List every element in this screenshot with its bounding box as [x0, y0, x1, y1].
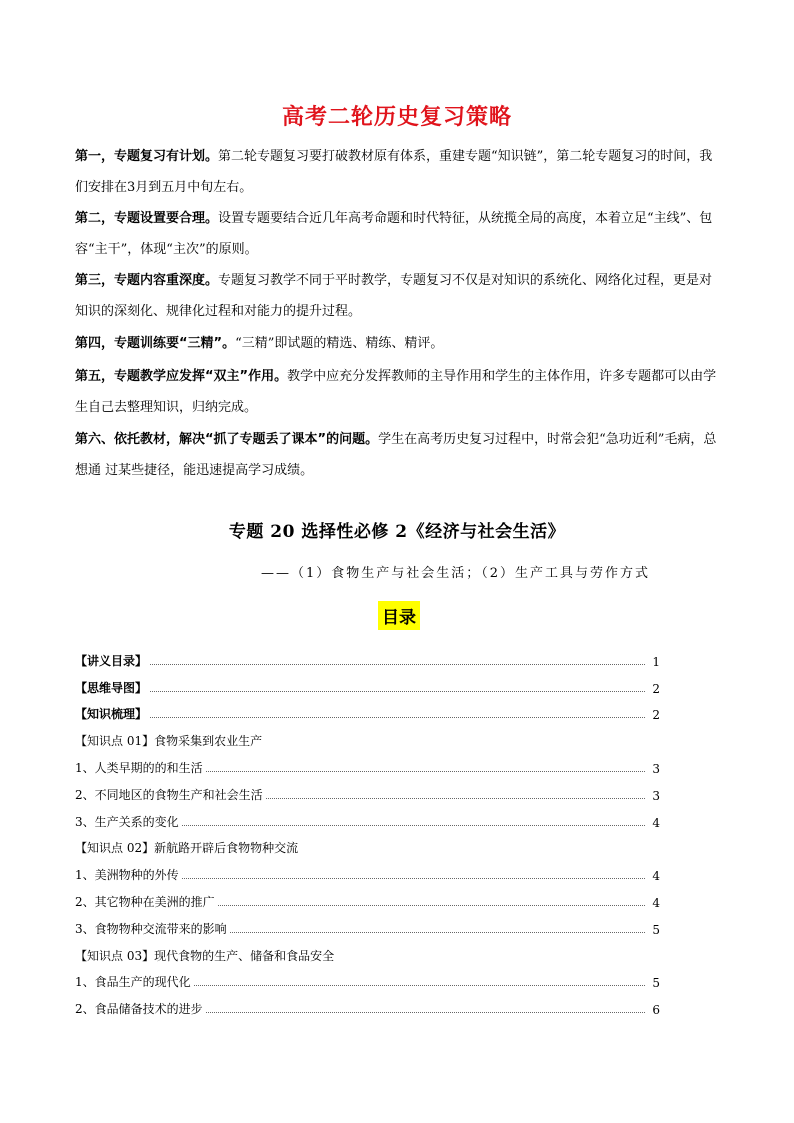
toc-leader-dots — [150, 690, 645, 692]
toc-entry-label: 3、食物物种交流带来的影响 — [75, 921, 227, 936]
toc-entry-label: 1、美洲物种的外传 — [75, 868, 179, 883]
toc-entry-page: 3 — [652, 788, 660, 803]
paragraph-body: 专题复习教学不同于平时教学，专题复习不仅是对知识的系统化、网络化过程，更是对知识的深刻化、规律化过程和对能力的提升过程。 — [75, 273, 713, 319]
toc-entry[interactable] — [75, 830, 660, 857]
section-subtitle: ——（1）食物生产与社会生活；（2）生产工具与劳作方式 — [260, 566, 650, 581]
paragraph-4 — [75, 328, 720, 359]
toc-entry-page: 1 — [652, 654, 660, 669]
toc-entry-page: 5 — [652, 976, 660, 991]
table-of-contents — [75, 642, 660, 1017]
paragraph-lead: 第五，专题教学应发挥“双主”作用。 — [75, 369, 288, 384]
toc-entry-page: 2 — [652, 708, 660, 723]
toc-entry-label: 【思维导图】 — [75, 680, 148, 695]
toc-entry-label: 【知识点 01】食物采集到农业生产 — [75, 734, 263, 749]
paragraph-1 — [75, 141, 720, 203]
toc-leader-dots — [194, 984, 645, 986]
toc-heading: 目录 — [378, 601, 420, 630]
paragraph-lead: 第四，专题训练要“三精”。 — [75, 336, 236, 351]
toc-entry[interactable] — [75, 722, 660, 749]
toc-entry-label: 3、生产关系的变化 — [75, 814, 179, 829]
paragraph-2 — [75, 203, 720, 265]
toc-entry[interactable] — [75, 937, 660, 964]
toc-entry-page: 4 — [652, 815, 660, 830]
toc-leader-dots — [206, 770, 645, 772]
toc-entry-label: 2、其它物种在美洲的推广 — [75, 894, 215, 909]
toc-entry[interactable] — [75, 990, 660, 1017]
paragraph-body: 学生在高考历史复习过程中，时常会犯“急功近利”毛病，总想通 过某些捷径，能迅速提高学习成绩。 — [75, 432, 717, 478]
paragraph-body: “三精”即试题的精选、精练、精评。 — [235, 336, 444, 351]
paragraph-body: 教学中应充分发挥教师的主导作用和学生的主体作用，许多专题都可以由学生自己去整理知识，归纳完成。 — [75, 369, 717, 415]
toc-entry-page: 4 — [652, 895, 660, 910]
toc-entry-label: 【知识点 02】新航路开辟后食物物种交流 — [75, 841, 299, 856]
toc-entry-label: 【知识梳理】 — [75, 707, 148, 722]
toc-entry[interactable] — [75, 964, 660, 991]
toc-entry-label: 【讲义目录】 — [75, 653, 148, 668]
toc-entry-label: 2、食品储备技术的进步 — [75, 1002, 203, 1017]
paragraph-6 — [75, 424, 720, 486]
toc-entry-label: 1、人类早期的的和生活 — [75, 760, 203, 775]
toc-entry[interactable] — [75, 803, 660, 830]
toc-entry-label: 2、不同地区的食物生产和社会生活 — [75, 787, 263, 802]
toc-leader-dots — [266, 797, 645, 799]
toc-entry[interactable] — [75, 642, 660, 669]
toc-leader-dots — [206, 1011, 645, 1013]
paragraph-body: 设置专题要结合近几年高考命题和时代特征，从统揽全局的高度，本着立足“主线”、包容“主干”，体现“主次”的原则。 — [75, 211, 713, 257]
toc-leader-dots — [182, 877, 645, 879]
toc-entry[interactable] — [75, 776, 660, 803]
toc-leader-dots — [182, 824, 645, 826]
paragraph-lead: 第六、依托教材，解决“抓了专题丢了课本”的问题。 — [75, 432, 379, 447]
toc-entry-page: 2 — [652, 681, 660, 696]
toc-leader-dots — [150, 663, 645, 665]
toc-leader-dots — [230, 931, 645, 933]
toc-entry-page: 5 — [652, 922, 660, 937]
paragraph-lead: 第一，专题复习有计划。 — [75, 149, 219, 164]
paragraph-body: 第二轮专题复习要打破教材原有体系，重建专题“知识链”，第二轮专题复习的时间，我们安排在3月到五月中旬左右。 — [75, 149, 713, 195]
toc-entry-page: 4 — [652, 869, 660, 884]
main-title: 高考二轮历史复习策略 — [281, 105, 512, 130]
paragraph-lead: 第二，专题设置要合理。 — [75, 211, 219, 226]
paragraph-3 — [75, 265, 720, 327]
section-title: 专题 20 选择性必修 2《经济与社会生活》 — [228, 522, 566, 542]
toc-entry-label: 1、食品生产的现代化 — [75, 975, 191, 990]
toc-entry-page: 6 — [652, 1003, 660, 1018]
toc-entry[interactable] — [75, 749, 660, 776]
toc-entry[interactable] — [75, 883, 660, 910]
toc-entry[interactable] — [75, 669, 660, 696]
toc-leader-dots — [150, 716, 645, 718]
toc-entry[interactable] — [75, 696, 660, 723]
paragraph-lead: 第三，专题内容重深度。 — [75, 273, 219, 288]
paragraph-5 — [75, 361, 720, 423]
toc-entry-label: 【知识点 03】现代食物的生产、储备和食品安全 — [75, 948, 335, 963]
toc-entry[interactable] — [75, 856, 660, 883]
toc-entry-page: 3 — [652, 761, 660, 776]
toc-entry[interactable] — [75, 910, 660, 937]
toc-leader-dots — [218, 904, 645, 906]
